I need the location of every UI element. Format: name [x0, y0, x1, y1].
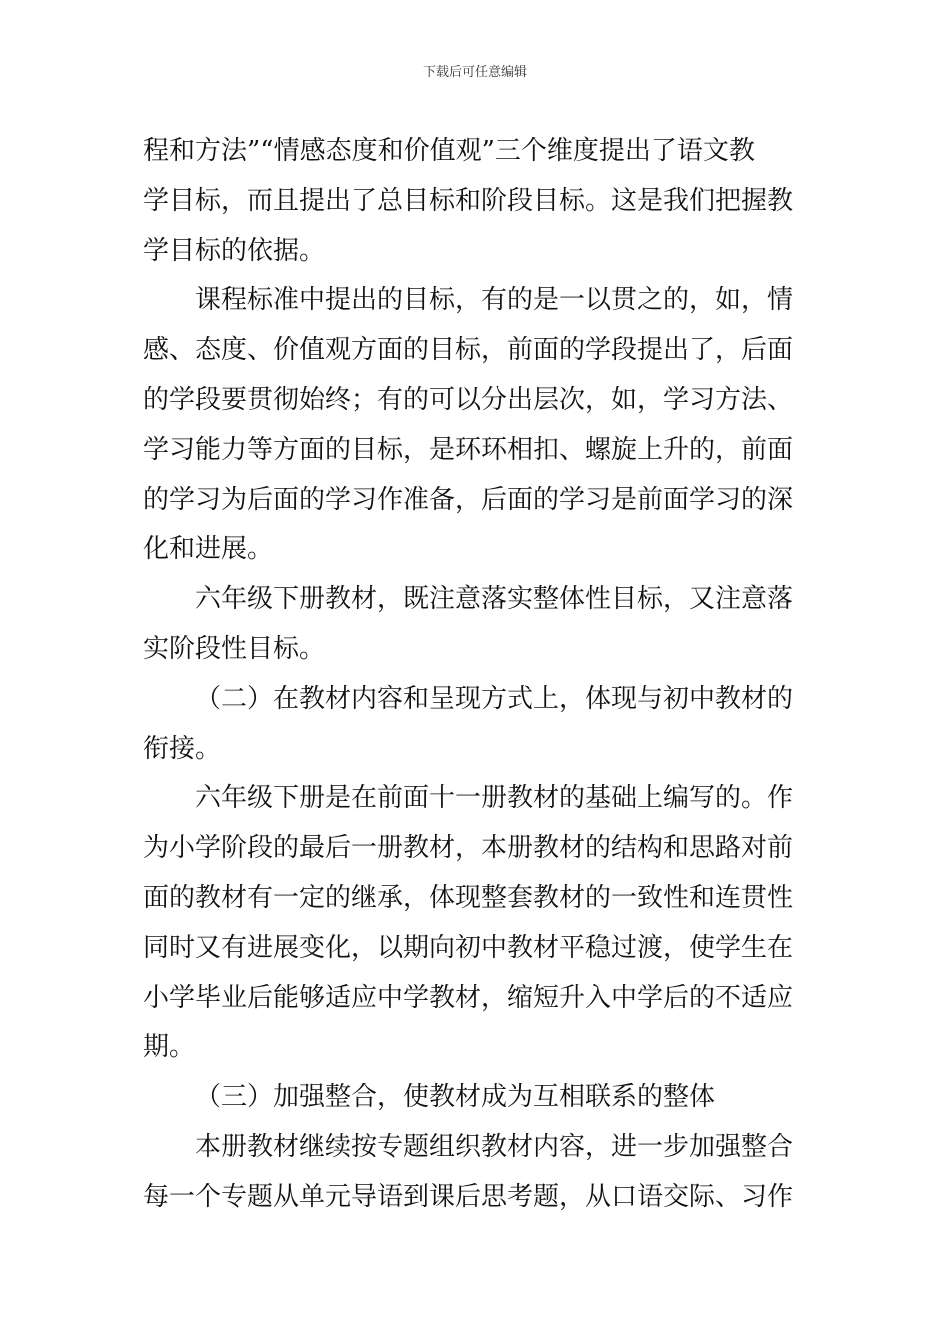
text-line: 的学习为后面的学习作准备，后面的学习是前面学习的深 [143, 484, 794, 515]
text-line: （二）在教材内容和呈现方式上，体现与初中教材的 [195, 683, 794, 714]
text-line: 的学段要贯彻始终；有的可以分出层次，如，学习方法、 [143, 384, 794, 415]
text-line: 六年级下册教材，既注意落实整体性目标，又注意落 [195, 584, 794, 615]
document-body [143, 127, 807, 1223]
text-line: 课程标准中提出的目标，有的是一以贯之的，如，情 [195, 285, 794, 316]
text-line: 六年级下册是在前面十一册教材的基础上编写的。作 [195, 783, 794, 814]
text-line: 化和进展。 [143, 534, 274, 565]
text-line: 学习能力等方面的目标，是环环相扣、螺旋上升的，前面 [143, 434, 794, 465]
text-line: 学目标的依据。 [143, 235, 326, 266]
text-line: 本册教材继续按专题组织教材内容，进一步加强整合 [195, 1131, 794, 1162]
text-line: 学目标，而且提出了总目标和阶段目标。这是我们把握教 [143, 185, 794, 216]
text-line: （三）加强整合，使教材成为互相联系的整体 [195, 1082, 716, 1113]
text-line: 面的教材有一定的继承，体现整套教材的一致性和连贯性 [143, 882, 794, 913]
text-line: 实阶段性目标。 [143, 633, 326, 664]
text-line: 期。 [143, 1032, 196, 1063]
page-header: 下载后可任意编辑 [422, 65, 527, 80]
text-line: 为小学阶段的最后一册教材，本册教材的结构和思路对前 [143, 833, 794, 864]
text-line: 每一个专题从单元导语到课后思考题，从口语交际、习作 [143, 1181, 794, 1212]
text-line: 程和方法”“情感态度和价值观”三个维度提出了语文教 [143, 136, 755, 166]
text-line: 感、态度、价值观方面的目标，前面的学段提出了，后面 [143, 335, 794, 366]
text-line: 小学毕业后能够适应中学教材，缩短升入中学后的不适应 [143, 982, 794, 1013]
text-line: 衔接。 [143, 733, 222, 764]
text-line: 同时又有进展变化，以期向初中教材平稳过渡，使学生在 [143, 932, 794, 963]
